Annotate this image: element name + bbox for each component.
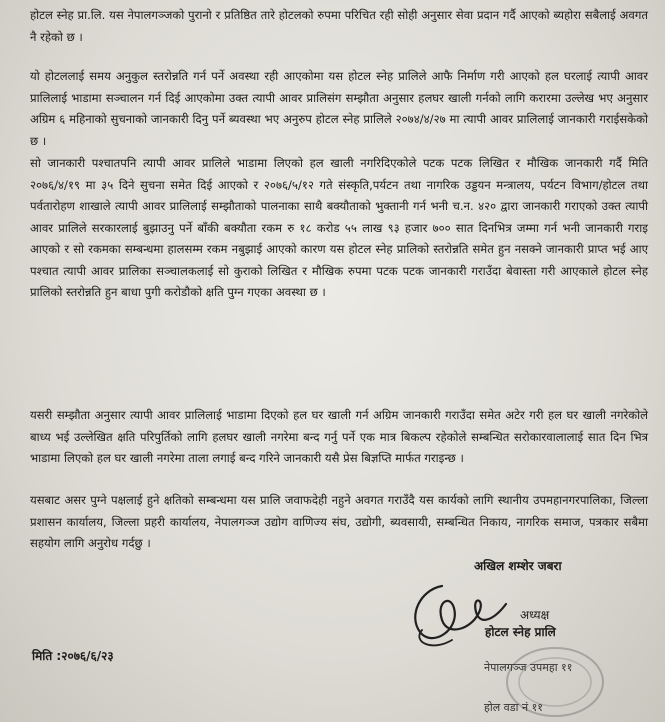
signatory-address: नेपालगञ्ज उपमहा ११ — [484, 661, 573, 674]
paragraph-notice: यो होटललाई समय अनुकुल स्तरोन्नति गर्न पर्ने अवस्था रही आएकोमा यस होटल स्नेह प्रालिले आफै निर्माण गरी आएको हल घरलाई त्यापी आवर प्रालिलाई भाडामा सञ्चालन गर्न दिई आएकोमा उक्त त्यापी आवर प्रालिसंग सम्झौता अनुसार हलघर खाली गर्नको लागि करारमा उल्लेख भए अनुसार अग्रिम ६ महिनाको सुचनाको जानकारी दिनु पर्ने ब्यवस्था भए अनुरुप होटल स्नेह प्रालिले २०७४/४/२७ मा त्यापी आवर प्रालिलाई जानकारी गराईसकेको छ । — [30, 69, 648, 148]
paragraph-intro: होटल स्नेह प्रा.लि. यस नेपालगञ्जको पुरानो र प्रतिष्ठित तारे होटलको रुपमा परिचित रही सोही अनुसार सेवा प्रदान गर्दै आएको ब्यहोरा सबैलाई अवगत नै रहेको छ । — [30, 8, 648, 44]
signatory-name: अखिल शम्शेर जबरा — [474, 559, 562, 573]
handwritten-signature-icon — [402, 568, 512, 653]
paragraph-closure: यसरी सम्झौता अनुसार त्यापी आवर प्रालिलाई भाडामा दिएको हल घर खाली गर्न अग्रिम जानकारी गराउँदा समेत अटेर गरी हल घर खाली नगरेकोले बाध्य भई उल्लेखित क्षति परिपुर्तिको लागि हलघर खाली नगरेमा बन्द गर्नु पर्ने एक मात्र बिकल्प रहेकोले सम्बन्धित सरोकारवालालाई सात दिन भित्र भाडामा लिएको हल घर खाली नगरेमा ताला लगाई बन्द गरिने जानकारी यसै प्रेस बिज्ञप्ति मार्फत गराइन्छ । — [30, 408, 648, 465]
signatory-title: अध्यक्ष — [520, 608, 550, 622]
signatory-ward: होल वडा नं ११ — [484, 701, 544, 714]
document-date: मिति :२०७६/६/२३ — [32, 649, 114, 663]
paragraph-request: यसबाट असर पुग्ने पक्षलाई हुने क्षतिको सम्बन्धमा यस प्रालि जवाफदेही नहुने अवगत गराउँदै यस कार्यको लागि स्थानीय उपमहानगरपालिका, जिल्ला प्रशासन कार्यालय, जिल्ला प्रहरी कार्यालय, नेपालगञ्ज उद्योग वाणिज्य संघ, उद्योगी, ब्यवसायी, सम्बन्धित निकाय, नागरिक समाज, पत्रकार सबैमा सहयोग लागि अनुरोध गर्दछु । — [30, 493, 648, 550]
signatory-organization: होटल स्नेह प्रालि — [485, 625, 556, 639]
paragraph-dues: सो जानकारी पश्चातपनि त्यापी आवर प्रालिले भाडामा लिएको हल खाली नगरिदिएकोले पटक पटक लिखित र मौखिक जानकारी गर्दै मिति २०७६/४/१९ मा ३५ दिने सुचना समेत दिई आएको र २०७६/५/१२ गते संस्कृति,पर्यटन तथा नागरिक उड्डयन मन्त्रालय, पर्यटन विभाग/होटल तथा पर्वतारोहण शाखाले त्यापी आवर प्रालिलाई सम्झौताको पालनाका साथै बक्यौताको भुक्तानी गर्न भनी च.न. ४२० द्वारा जानकारी गराएको उक्त त्यापी आवर प्रालिले सरकारलाई बुझाउनु पर्ने बाँकी बक्यौता रकम रु १८ करोड ५५ लाख ९३ हजार ७०० सात दिनभित्र जम्मा गर्न भनी जानकारी गराइ आएको र सो रकमका सम्बन्धमा हालसम्म रकम नबुझाई आएको कारण यस होटल स्नेह प्रालिको स्तरोन्नति समेत हुन नसक्ने जानकारी प्राप्त भई आए पश्चात त्यापी आवर प्रालिका सञ्चालकलाई सो कुराको लिखित र मौखिक रुपमा पटक पटक जानकारी गराउँदा बेवास्ता गरी आएकाले होटल स्नेह प्रालिको स्तरोन्नति हुन बाधा पुगी करोडौको क्षति पुग्न गएका अवस्था छ । — [30, 156, 648, 299]
